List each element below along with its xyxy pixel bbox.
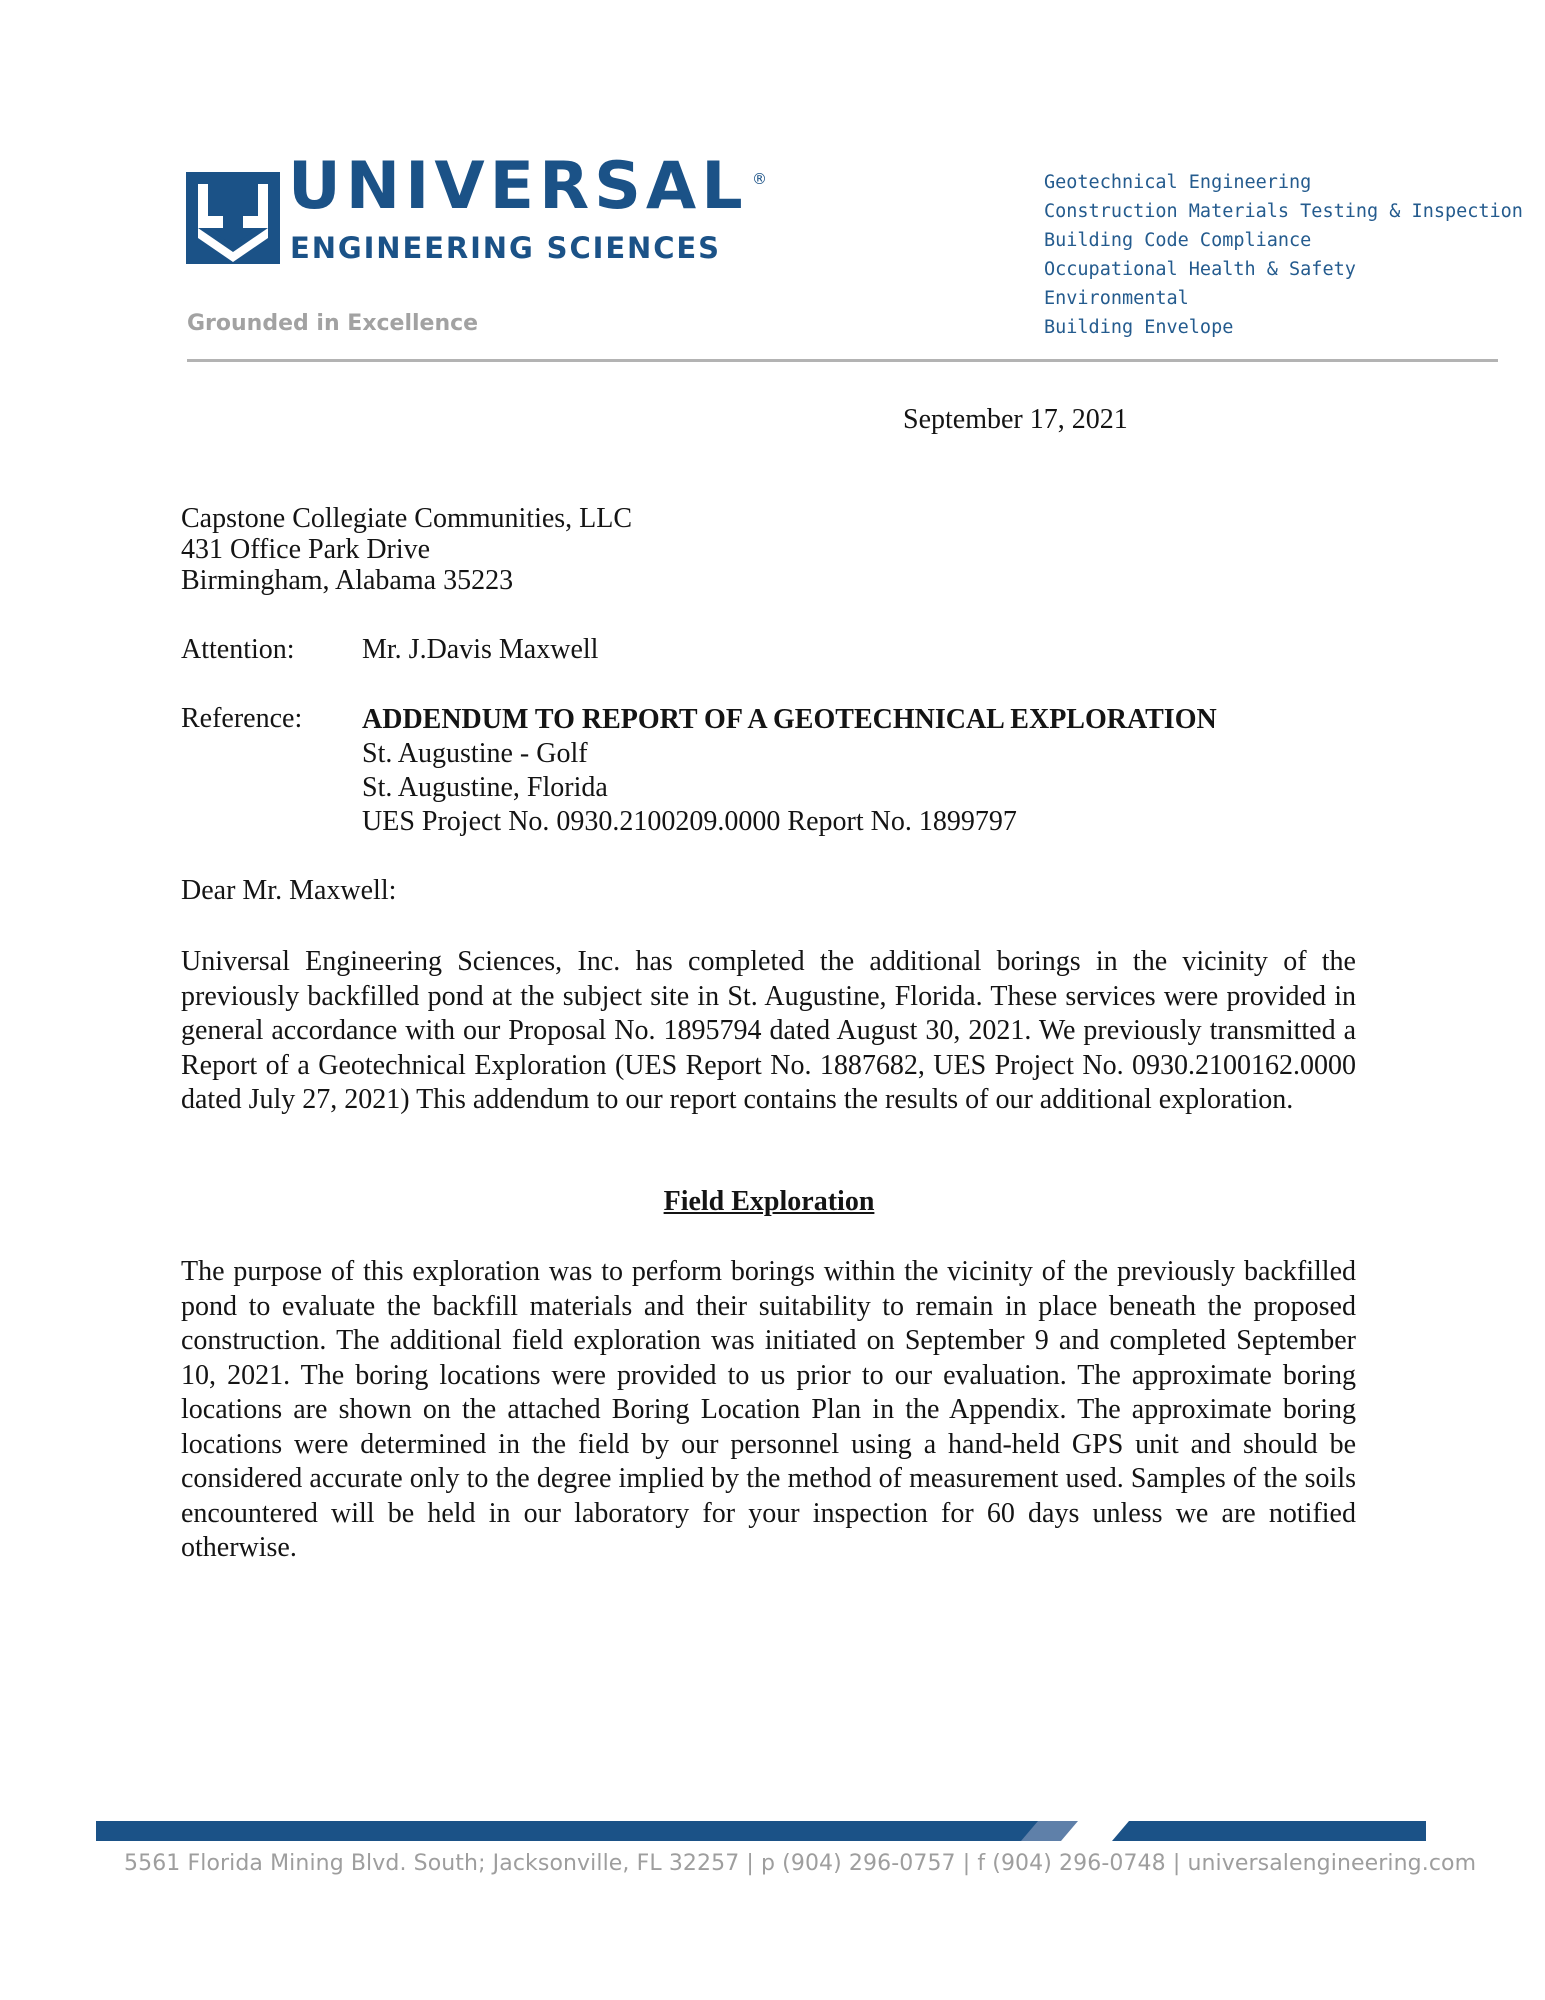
service-item: Geotechnical Engineering (1044, 172, 1312, 193)
registered-mark: ® (752, 170, 767, 188)
intro-paragraph: Universal Engineering Sciences, Inc. has completed the additional borings in the vicinity of the previously backfilled pond at the subject site in St. Augustine, Florida. These services were provided in general accordance with our Proposal No. 1895794 dated August 30, 2021. We previously transmitted a Report of a Geotechnical Exploration (UES Report No. 1887682, UES Project No. 0930.2100162.0000 dated July 27, 2021) This addendum to our report contains the results of our additional exploration. (181, 946, 1356, 1115)
reference-line: UES Project No. 0930.2100209.0000 Report No. 1899797 (362, 806, 1017, 837)
letter-date: September 17, 2021 (903, 404, 1128, 435)
recipient-line: Capstone Collegiate Communities, LLC (181, 503, 633, 534)
section-heading: Field Exploration (663, 1186, 875, 1217)
reference-line: St. Augustine, Florida (362, 772, 608, 803)
footer-contact: 5561 Florida Mining Blvd. South; Jacksonville, FL 32257 | p (904) 296-0757 | f (904) 296-0748 | universalengineering.com (124, 1851, 1477, 1876)
company-tagline: Grounded in Excellence (187, 311, 479, 336)
header-divider (187, 359, 1498, 362)
service-item: Occupational Health & Safety (1044, 259, 1356, 280)
reference-title: ADDENDUM TO REPORT OF A GEOTECHNICAL EXPLORATION (362, 704, 1217, 735)
recipient-address (181, 503, 632, 596)
recipient-line: 431 Office Park Drive (181, 534, 431, 565)
service-item: Construction Materials Testing & Inspection (1044, 201, 1523, 222)
company-subtitle: ENGINEERING SCIENCES (290, 231, 721, 265)
salutation: Dear Mr. Maxwell: (181, 875, 397, 906)
attention-value: Mr. J.Davis Maxwell (362, 634, 599, 665)
recipient-line: Birmingham, Alabama 35223 (181, 565, 514, 596)
service-item: Building Envelope (1044, 317, 1234, 338)
service-item: Environmental (1044, 288, 1189, 309)
reference-label: Reference: (181, 703, 303, 734)
service-item: Building Code Compliance (1044, 230, 1312, 251)
footer-accent-bars (96, 1821, 1426, 1841)
reference-line: St. Augustine - Golf (362, 738, 588, 769)
ues-shield-logo-icon (186, 172, 280, 264)
company-name: UNIVERSAL (288, 149, 748, 224)
attention-label: Attention: (181, 634, 295, 665)
services-list (1044, 168, 1523, 342)
reference-block (362, 703, 1217, 839)
field-exploration-paragraph: The purpose of this exploration was to perform borings within the vicinity of the previously backfilled pond to evaluate the backfill materials and their suitability to remain in place beneath the proposed construction. The additional field exploration was initiated on September 9 and completed September 10, 2021. The boring locations were provided to us prior to our evaluation. The approximate boring locations are shown on the attached Boring Location Plan in the Appendix. The approximate boring locations were determined in the field by our personnel using a hand-held GPS unit and should be considered accurate only to the degree implied by the method of measurement used. Samples of the soils encountered will be held in our laboratory for your inspection for 60 days unless we are notified otherwise. (181, 1256, 1356, 1563)
